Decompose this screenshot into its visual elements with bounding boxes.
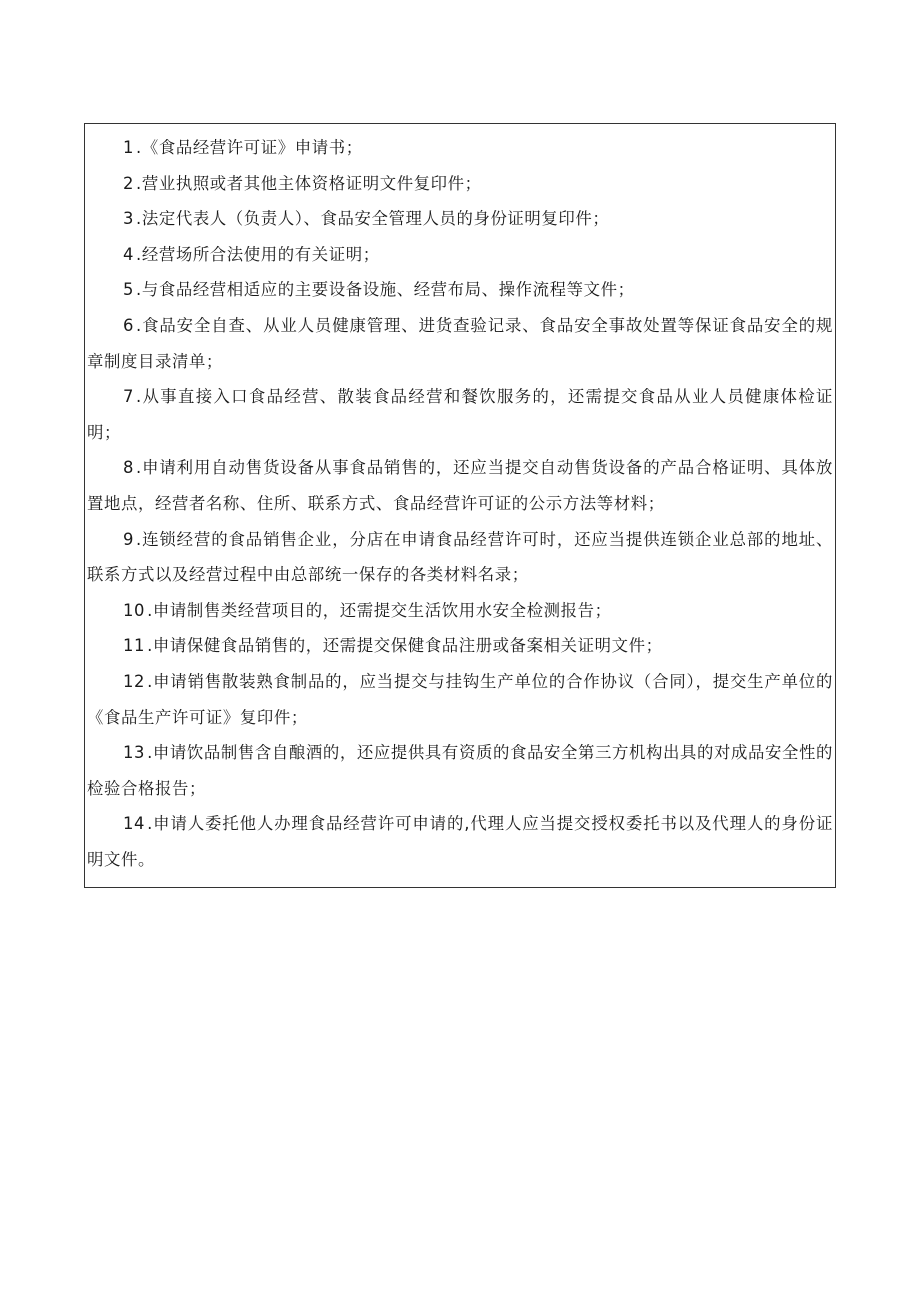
- item-number: 6: [123, 315, 135, 335]
- item-number: 9: [123, 529, 135, 549]
- item-text: .经营场所合法使用的有关证明；: [136, 244, 380, 264]
- item-text: .申请销售散装熟食制品的，应当提交与挂钩生产单位的合作协议（合同），提交生产单位的《食品生产许可证》复印件；: [87, 671, 833, 727]
- item-text: .营业执照或者其他主体资格证明文件复印件；: [136, 173, 482, 193]
- item-text: .食品安全自查、从业人员健康管理、进货查验记录、食品安全事故处置等保证食品安全的规章制度目录清单；: [87, 315, 833, 371]
- list-item: [87, 201, 833, 237]
- item-number: 8: [123, 458, 135, 478]
- list-item: [87, 522, 833, 593]
- list-item: [87, 237, 833, 273]
- item-number: 13: [123, 743, 146, 763]
- item-text: .从事直接入口食品经营、散装食品经营和餐饮服务的，还需提交食品从业人员健康体检证明；: [87, 387, 833, 442]
- item-number: 7: [123, 387, 135, 407]
- item-text: .申请饮品制售含自酿酒的，还应提供具有资质的食品安全第三方机构出具的对成品安全性的检验合格报告；: [87, 743, 833, 798]
- item-number: 12: [123, 671, 146, 691]
- item-text: .申请人委托他人办理食品经营许可申请的,代理人应当提交授权委托书以及代理人的身份证明文件。: [87, 814, 833, 869]
- item-number: 5: [123, 280, 135, 300]
- item-number: 4: [123, 244, 135, 264]
- list-item: [87, 379, 833, 450]
- list-item: [87, 130, 833, 166]
- item-text: .法定代表人（负责人）、食品安全管理人员的身份证明复印件；: [136, 209, 610, 229]
- item-number: 3: [123, 209, 135, 229]
- list-item: [87, 628, 833, 664]
- list-item: [87, 735, 833, 806]
- item-text: .申请制售类经营项目的，还需提交生活饮用水安全检测报告；: [147, 600, 612, 620]
- item-text: .申请利用自动售货设备从事食品销售的，还应当提交自动售货设备的产品合格证明、具体放置地点，经营者名称、住所、联系方式、食品经营许可证的公示方法等材料；: [87, 458, 833, 513]
- item-text: .申请保健食品销售的，还需提交保健食品注册或备案相关证明文件；: [147, 636, 663, 656]
- item-number: 10: [123, 600, 146, 620]
- list-item: [87, 166, 833, 202]
- item-text: .《食品经营许可证》申请书；: [136, 138, 363, 157]
- list-item: [87, 593, 833, 629]
- item-text: .连锁经营的食品销售企业，分店在申请食品经营许可时，还应当提供连锁企业总部的地址、联系方式以及经营过程中由总部统一保存的各类材料名录；: [87, 529, 833, 585]
- item-number: 11: [123, 636, 146, 656]
- list-item: [87, 272, 833, 308]
- item-number: 1: [123, 138, 135, 157]
- list-item: [87, 664, 833, 735]
- item-number: 14: [123, 814, 146, 834]
- list-item: [87, 308, 833, 379]
- item-number: 2: [123, 173, 135, 193]
- list-item: [87, 806, 833, 877]
- list-item: [87, 450, 833, 521]
- requirements-box: [84, 123, 836, 888]
- item-text: .与食品经营相适应的主要设备设施、经营布局、操作流程等文件；: [136, 280, 635, 300]
- requirements-list: [87, 130, 833, 877]
